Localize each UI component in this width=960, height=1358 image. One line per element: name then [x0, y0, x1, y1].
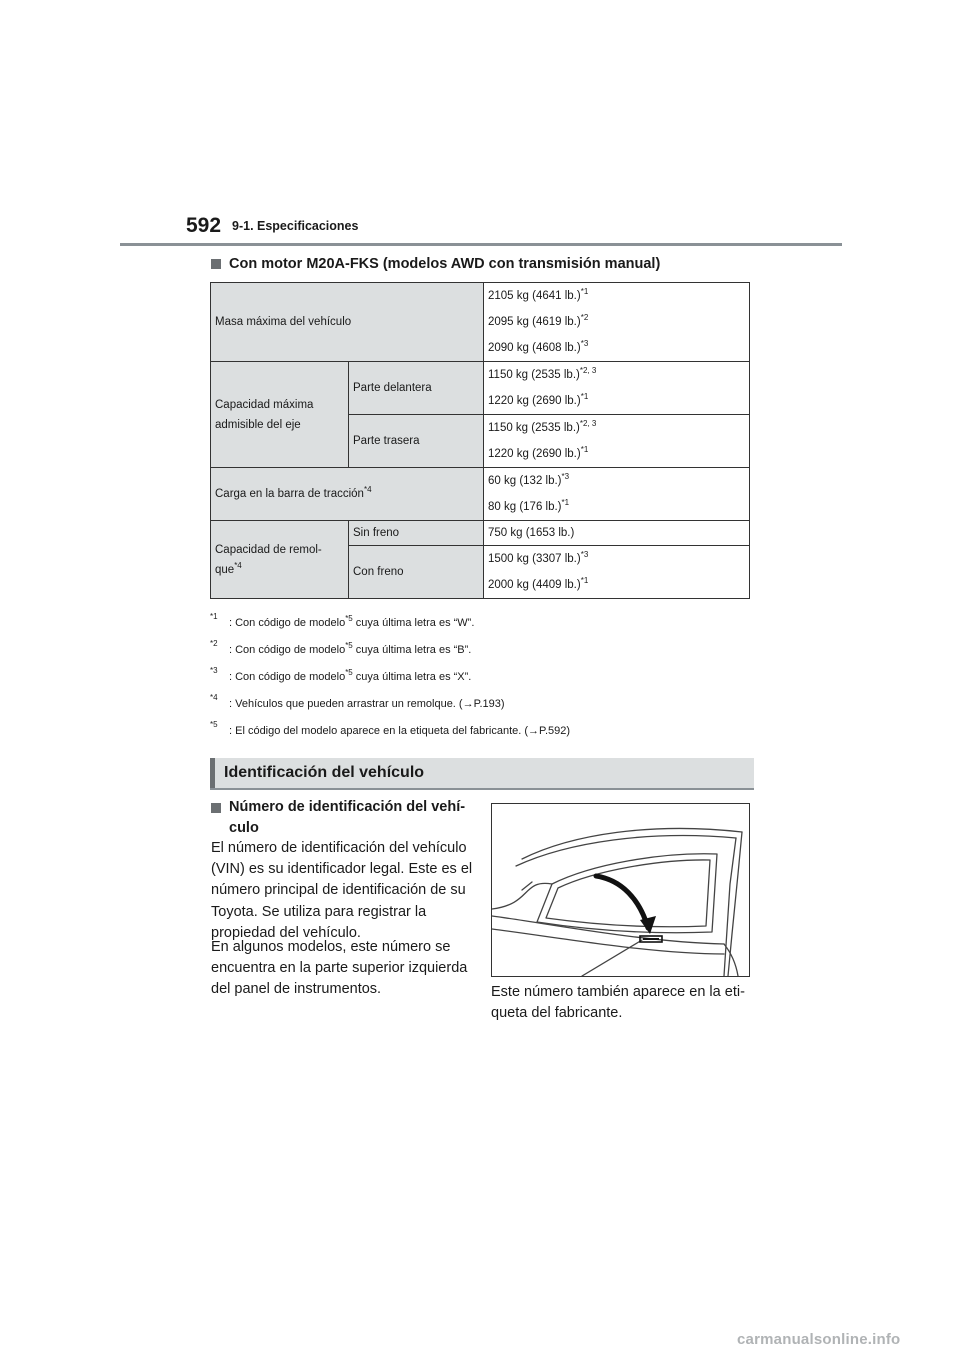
axle-rear-label: Parte trasera: [349, 415, 484, 468]
value-line: 1500 kg (3307 lb.)$^{*3}$: [488, 550, 589, 565]
tongue-values: [484, 468, 750, 521]
axle-front-label: Parte delantera: [349, 362, 484, 415]
table-row-mass: [211, 283, 750, 362]
no-brake-label: Sin freno: [349, 521, 484, 546]
page-number: 592: [186, 214, 222, 237]
banner-title: Identificación del vehículo: [224, 764, 425, 781]
header-rule: [120, 243, 842, 246]
vin-paragraph: El número de identificación del vehículo (VIN) es su identificador legal. Este es el número principal de identificación de su Toyota. Se utiliza para registrar la propiedad del vehículo.: [211, 840, 473, 941]
value-line: 1220 kg (2690 lb.)$^{*1}$: [488, 445, 589, 460]
square-bullet-icon: [211, 259, 221, 269]
vin-location-illustration: [491, 803, 750, 977]
section-banner: [210, 758, 754, 790]
with-brake-label: Con freno: [349, 546, 484, 599]
table-row-towing-no-brake: [211, 521, 750, 546]
no-brake-value: 750 kg (1653 lb.): [484, 521, 750, 546]
mass-values: [484, 283, 750, 362]
table-row-axle-front: [211, 362, 750, 415]
footnote: *4 : Vehículos que pueden arrastrar un remolque. (→P.193): [210, 693, 505, 710]
vin-location-paragraph: En algunos modelos, este número se encuentra en la parte superior izquierda del panel de instrumentos.: [211, 939, 468, 998]
value-line: 1220 kg (2690 lb.)$^{*1}$: [488, 392, 589, 407]
table-row-tongue: [211, 468, 750, 521]
with-brake-values: [484, 546, 750, 599]
value-line: 2105 kg (4641 lb.)$^{*1}$: [488, 287, 589, 302]
axle-front-values: [484, 362, 750, 415]
section-heading-text: Con motor M20A-FKS (modelos AWD con transmisión manual): [229, 256, 661, 272]
value-line: 2000 kg (4409 lb.)$^{*1}$: [488, 576, 589, 591]
footnotes: [210, 612, 770, 752]
value-line: 2095 kg (4619 lb.)$^{*2}$: [488, 313, 589, 328]
value-line: 60 kg (132 lb.)$^{*3}$: [488, 472, 570, 487]
tongue-label: Carga en la barra de tracción$^{*4}$: [211, 468, 484, 521]
vin-subheading: Número de identificación del vehí- culo: [211, 797, 481, 839]
value-line: 80 kg (176 lb.)$^{*1}$: [488, 498, 570, 513]
footnote: *5 : El código del modelo aparece en la etiqueta del fabricante. (→P.592): [210, 720, 571, 737]
footnote: *2 : Con código de modelo$^{*5}$ cuya última letra es “B”.: [210, 639, 472, 656]
footnote: *1 : Con código de modelo$^{*5}$ cuya última letra es “W”.: [210, 612, 475, 629]
figure-caption: Este número también aparece en la eti-queta del fabricante.: [491, 984, 745, 1022]
banner-bar: [210, 758, 215, 788]
windshield-illustration: [492, 804, 749, 976]
value-line: 1150 kg (2535 lb.)$^{*2, 3}$: [488, 366, 597, 381]
value-line: 1150 kg (2535 lb.)$^{*2, 3}$: [488, 419, 597, 434]
footnote: *3 : Con código de modelo$^{*5}$ cuya última letra es “X”.: [210, 666, 472, 683]
mass-label: Masa máxima del vehículo: [211, 283, 484, 362]
chapter-title: 9-1. Especificaciones: [232, 219, 359, 233]
section-heading: [211, 256, 660, 272]
towing-label: Capacidad de remol- que$^{*4}$: [211, 521, 349, 599]
axle-rear-values: [484, 415, 750, 468]
value-line: 2090 kg (4608 lb.)$^{*3}$: [488, 339, 589, 354]
axle-label: Capacidad máxima admisible del eje: [211, 362, 349, 468]
square-bullet-icon: [211, 803, 221, 813]
watermark: carmanualsonline.info: [737, 1331, 901, 1348]
spec-table: [210, 282, 750, 599]
